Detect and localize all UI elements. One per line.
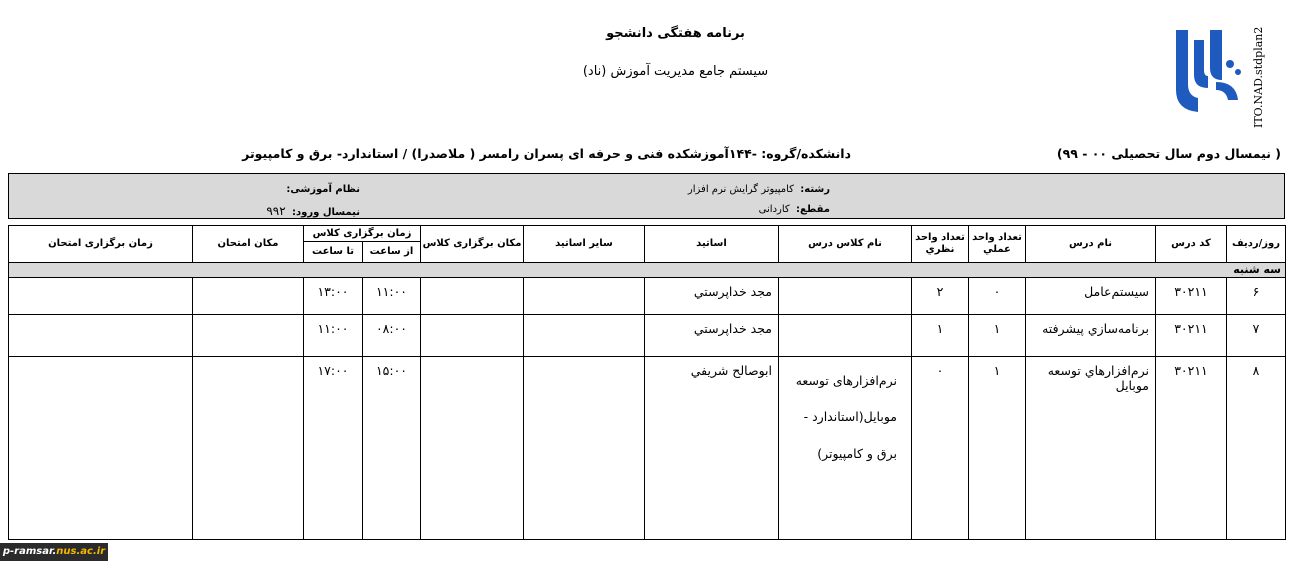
theory-units: ۱ [912, 315, 969, 357]
row-number: ۸ [1227, 357, 1286, 540]
exam-time [9, 278, 193, 315]
header-instructors: اساتيد [645, 226, 779, 263]
instructor: مجد خداپرستي [645, 315, 779, 357]
class-location [421, 357, 524, 540]
from-time: ۱۵:۰۰ [363, 357, 421, 540]
header-exam-location: مکان امتحان [193, 226, 304, 263]
header-class-name: نام کلاس درس [779, 226, 912, 263]
header-exam-time: زمان برگزاری امتحان [9, 226, 193, 263]
other-instructors [524, 278, 645, 315]
header-to-time: تا ساعت [304, 242, 363, 263]
class-location [421, 278, 524, 315]
theory-units: ۰ [912, 357, 969, 540]
page-title: برنامه هفتگی دانشجو [606, 26, 745, 41]
row-number: ۶ [1227, 278, 1286, 315]
header-row-number: روز/ردیف [1227, 226, 1286, 263]
site-watermark[interactable]: p-ramsar.nus.ac.ir [0, 543, 108, 561]
course-name: نرم‌افزارهاي توسعه موبايل [1026, 357, 1156, 540]
semester-label: ( نیمسال دوم سال تحصیلی ۰۰ - ۹۹) [1056, 146, 1281, 161]
header-class-location: مکان برگزاری کلاس [421, 226, 524, 263]
row-number: ۷ [1227, 315, 1286, 357]
course-name: برنامه‌سازي پيشرفته [1026, 315, 1156, 357]
course-code: ۳۰۲۱۱ [1156, 315, 1227, 357]
system-info: نظام آموزشی: [286, 184, 360, 195]
class-name [779, 278, 912, 315]
other-instructors [524, 357, 645, 540]
class-name [779, 315, 912, 357]
student-info-box [8, 173, 1285, 219]
from-time: ۰۸:۰۰ [363, 315, 421, 357]
exam-location [193, 278, 304, 315]
field-info: رشته: کامپیوتر گرایش نرم افزار [687, 184, 830, 195]
to-time: ۱۳:۰۰ [304, 278, 363, 315]
practical-units: ۱ [969, 357, 1026, 540]
other-instructors [524, 315, 645, 357]
page-subtitle: سیستم جامع مدیریت آموزش (ناد) [582, 64, 769, 79]
exam-time [9, 315, 193, 357]
header-theory-units: تعداد واحد نظري [912, 226, 969, 263]
entry-info: نیمسال ورود: ۹۹۲ [266, 204, 360, 218]
table-row [9, 357, 1286, 540]
theory-units: ۲ [912, 278, 969, 315]
course-name: سیستم‌عامل [1026, 278, 1156, 315]
instructor: ابوصالح شريفي [645, 357, 779, 540]
header-course-name: نام درس [1026, 226, 1156, 263]
header-class-time: زمان برگزاری کلاس [304, 226, 421, 242]
department-label: دانشکده/گروه: -۱۴۴آموزشکده فنی و حرفه ای پسران رامسر ( ملاصدرا) / استاندارد- برق و کامپیوتر [242, 146, 851, 161]
header-from-time: از ساعت [363, 242, 421, 263]
university-logo-icon [1158, 20, 1258, 120]
level-info: مقطع: کاردانی [758, 204, 830, 215]
header-other-instructors: سایر اساتید [524, 226, 645, 263]
to-time: ۱۷:۰۰ [304, 357, 363, 540]
from-time: ۱۱:۰۰ [363, 278, 421, 315]
header-course-code: کد درس [1156, 226, 1227, 263]
day-label: سه شنبه [9, 263, 1286, 278]
header-practical-units: تعداد واحد عملي [969, 226, 1026, 263]
course-code: ۳۰۲۱۱ [1156, 278, 1227, 315]
exam-location [193, 357, 304, 540]
practical-units: ۱ [969, 315, 1026, 357]
course-code: ۳۰۲۱۱ [1156, 357, 1227, 540]
exam-time [9, 357, 193, 540]
class-name: نرم‌افزارهای توسعه موبایل(استاندارد - برق و کامپیوتر) [779, 357, 912, 540]
document-code: ITO.NAD.stdplan2 [1252, 26, 1265, 128]
instructor: مجد خداپرستي [645, 278, 779, 315]
table-row [9, 278, 1286, 315]
to-time: ۱۱:۰۰ [304, 315, 363, 357]
class-location [421, 315, 524, 357]
schedule-table [8, 225, 1286, 540]
practical-units: ۰ [969, 278, 1026, 315]
exam-location [193, 315, 304, 357]
table-row [9, 315, 1286, 357]
